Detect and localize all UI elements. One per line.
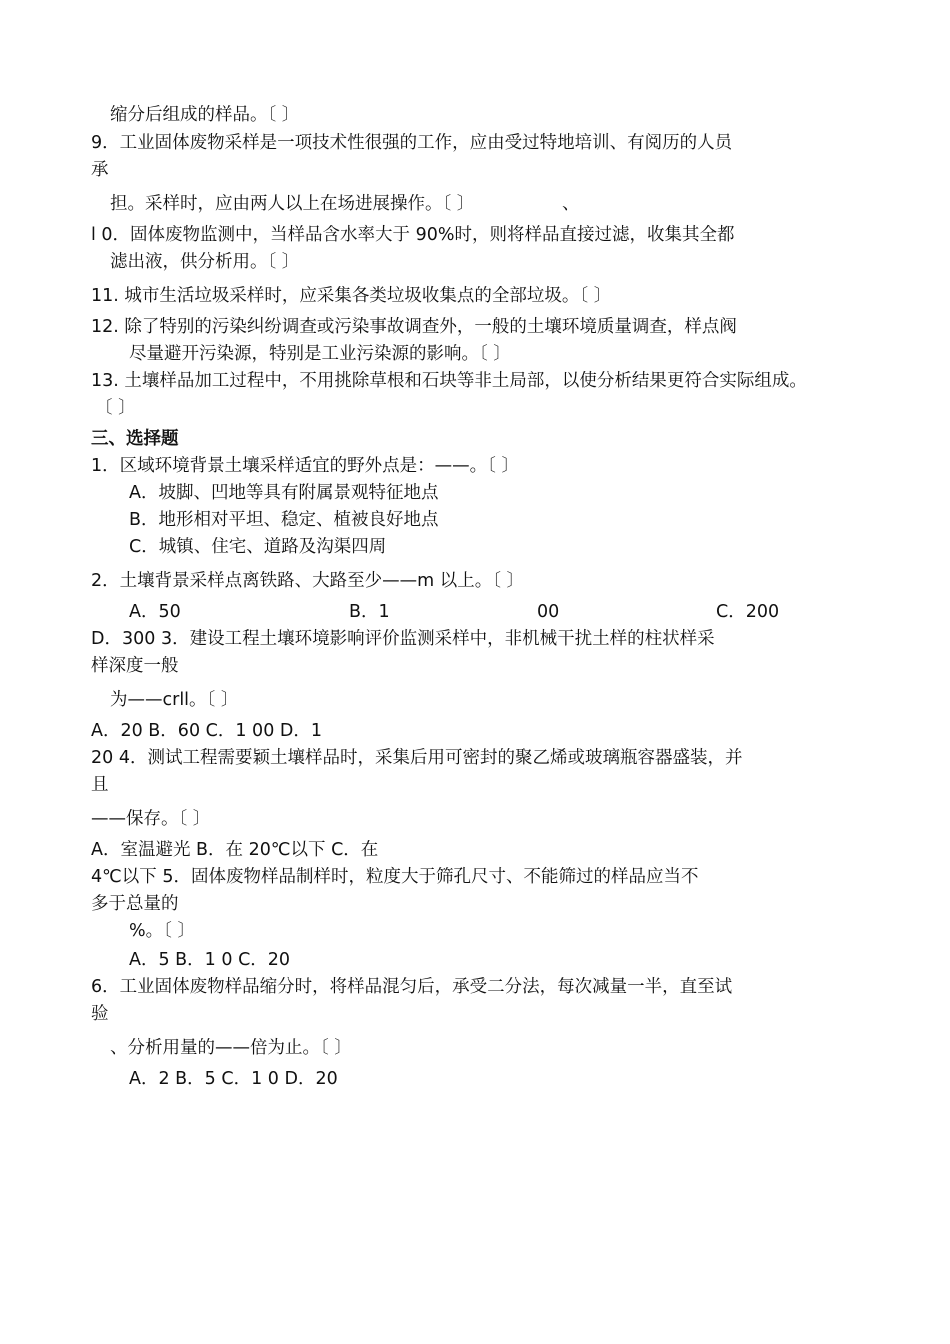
text-line: 担。采样时，应由两人以上在场进展操作。〔 〕 xyxy=(110,194,475,214)
stray-mark: 、 xyxy=(562,194,580,214)
question-9: 9．工业固体废物采样是一项技术性很强的工作，应由受过特地培训、有阅历的人员 xyxy=(91,133,733,153)
text-line: 、分析用量的——倍为止。〔 〕 xyxy=(110,1038,352,1058)
choice-question-6: 6．工业固体废物样品缩分时，将样品混匀后，承受二分法，每次减量一半，直至试 xyxy=(91,977,733,997)
choice-question-4: 20 4．测试工程需要颖土壤样品时，采集后用可密封的聚乙烯或玻璃瓶容器盛装，并 xyxy=(91,748,743,768)
option-a: A．坡脚、凹地等具有附属景观特征地点 xyxy=(129,483,439,503)
options-line: A．2 B．5 C．1 0 D．20 xyxy=(129,1069,338,1089)
text-line: 为——crll。〔 〕 xyxy=(110,690,239,710)
text-line: 样深度一般 xyxy=(91,656,179,676)
choice-question-5: 4℃以下 5．固体废物样品制样时，粒度大于筛孔尺寸、不能筛过的样品应当不 xyxy=(91,867,699,887)
options-line: A．5 B．1 0 C．20 xyxy=(129,950,291,970)
text-line: 验 xyxy=(91,1004,109,1024)
option-b: B．地形相对平坦、稳定、植被良好地点 xyxy=(129,510,439,530)
choice-question-2: 2．土壤背景采样点离铁路、大路至少——m 以上。〔 〕 xyxy=(91,571,525,591)
question-10: l 0．固体废物监测中，当样品含水率大于 90%时，则将样品直接过滤，收集其全都 xyxy=(91,225,735,245)
choice-question-1: 1．区域环境背景土壤采样适宜的野外点是：——。〔 〕 xyxy=(91,456,519,476)
question-11: 11. 城市生活垃圾采样时，应采集各类垃圾收集点的全部垃圾。〔 〕 xyxy=(91,286,612,306)
text-line: 承 xyxy=(91,160,109,180)
text-line: 且 xyxy=(91,775,109,795)
text-line: %。〔 〕 xyxy=(129,921,195,941)
option-b-cont: 00 xyxy=(537,602,560,622)
choice-question-3: D．300 3．建设工程土壤环境影响评价监测采样中，非机械干扰土样的柱状样采 xyxy=(91,629,715,649)
question-13: 13. 土壤样品加工过程中，不用挑除草根和石块等非土局部，以使分析结果更符合实际组成。 xyxy=(91,371,807,391)
options-line: A．室温避光 B．在 20℃以下 C．在 xyxy=(91,840,379,860)
option-c: C．200 xyxy=(716,602,780,622)
option-b: B．1 xyxy=(349,602,390,622)
text-line: 滤出液，供分析用。〔 〕 xyxy=(110,252,300,272)
text-line: 〔 〕 xyxy=(95,398,136,418)
question-12: 12. 除了特别的污染纠纷调查或污染事故调查外，一般的土壤环境质量调查，样点阀 xyxy=(91,317,737,337)
text-line: 缩分后组成的样品。〔 〕 xyxy=(110,105,300,125)
section-heading: 三、选择题 xyxy=(91,429,179,449)
text-line: ——保存。〔 〕 xyxy=(91,809,211,829)
text-line: 多于总量的 xyxy=(91,894,179,914)
options-line: A．20 B．60 C．1 00 D．1 xyxy=(91,721,322,741)
option-a: A．50 xyxy=(129,602,181,622)
text-line: 尽量避开污染源，特别是工业污染源的影响。〔 〕 xyxy=(129,344,511,364)
option-c: C．城镇、住宅、道路及沟渠四周 xyxy=(129,537,387,557)
